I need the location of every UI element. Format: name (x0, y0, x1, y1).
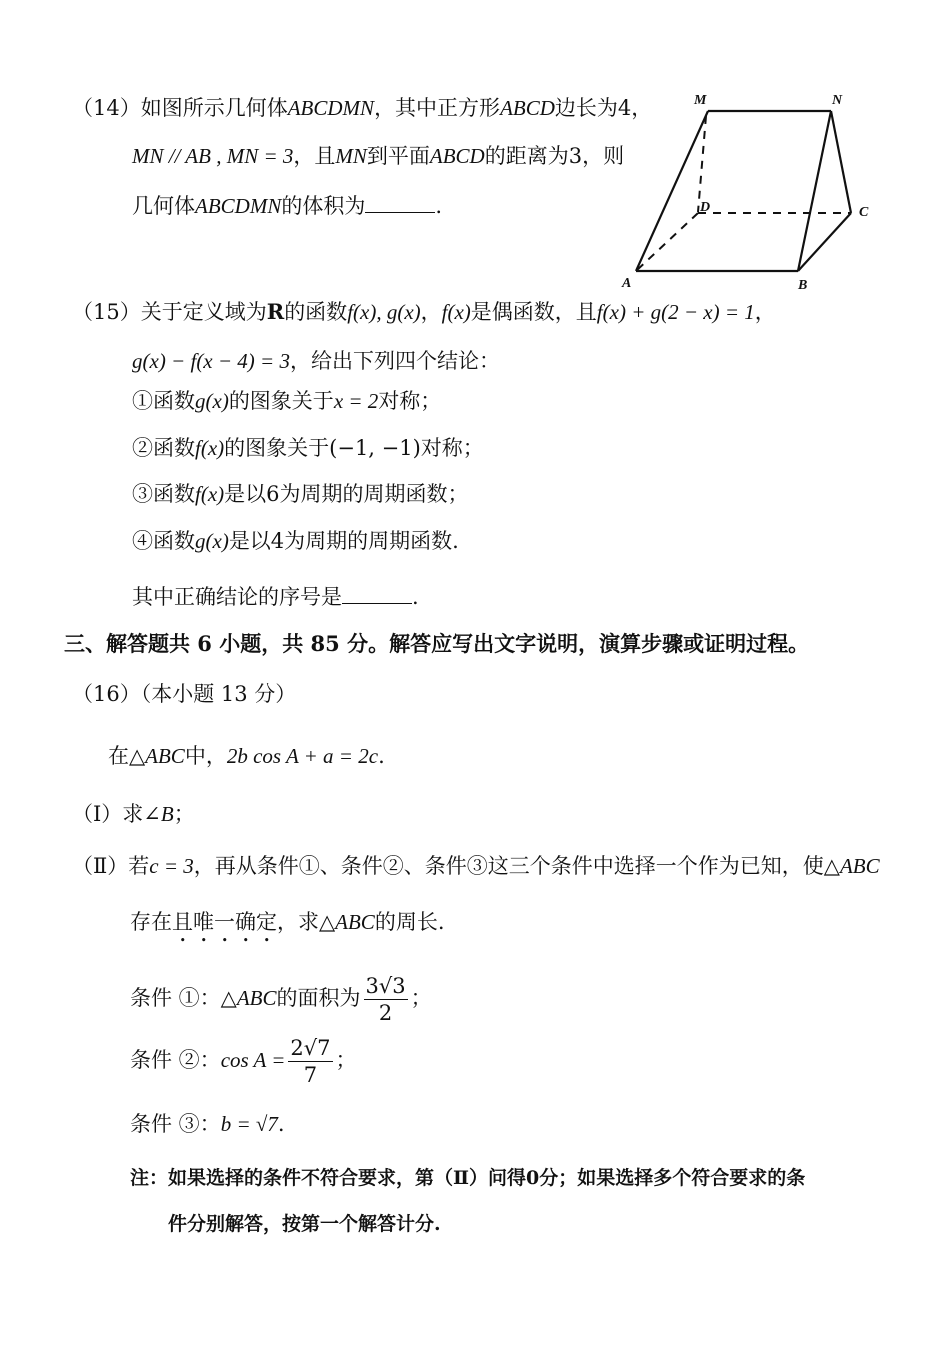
q16-part2-line1: （Ⅱ）若c = 3，再从条件①、条件②、条件③这三个条件中选择一个作为已知，使△ABC (72, 854, 880, 878)
q15-number: （15） (72, 300, 141, 324)
q16-header: （16）（本小题 13 分） (72, 682, 297, 706)
emphasized-phrase: 且唯一确定 (172, 910, 277, 934)
q14-line1: （14）如图所示几何体ABCDMN，其中正方形ABCD边长为4， (72, 96, 653, 120)
q15-conclusion-4: ④函数g(x)是以4为周期的周期函数. (132, 529, 459, 553)
edge-DA-hidden (636, 213, 698, 271)
edge-NC (831, 111, 851, 213)
label-B: B (798, 278, 808, 291)
section-3-heading: 三、解答题共 6 小题，共 85 分。解答应写出文字说明，演算步骤或证明过程。 (64, 631, 810, 656)
answer-blank-15[interactable] (342, 583, 412, 604)
fraction-3sqrt3-over-2: $\frac{3√3}{2}$ (365, 974, 406, 1025)
q16-given: 在△ABC中，2b cos A + a = 2c. (108, 744, 385, 768)
q16-part1: （Ⅰ）求∠B； (72, 802, 195, 826)
q14-line2: MN // AB , MN = 3，且MN到平面ABCD的距离为3，则 (132, 144, 625, 168)
edge-NB (798, 111, 831, 271)
q16-part2-line2: 存在且唯一确定，求△ABC的周长. (130, 910, 445, 934)
q15-conclusion-1: ①函数g(x)的图象关于x = 2对称； (132, 389, 442, 413)
q15-ask: 其中正确结论的序号是 . (132, 585, 419, 609)
q14-line3: 几何体ABCDMN的体积为 . (132, 194, 443, 218)
q14-number: （14） (72, 96, 141, 120)
q16-note-line1: 注：如果选择的条件不符合要求，第（Ⅱ）问得0分；如果选择多个符合要求的条 (130, 1167, 806, 1189)
q15-line2: g(x) − f(x − 4) = 3，给出下列四个结论： (132, 349, 500, 373)
fraction-2sqrt7-over-7: $\frac{2√7}{7}$ (290, 1036, 331, 1087)
q15-line1: （15）关于定义域为R的函数f(x), g(x)，f(x)是偶函数，且f(x) + g(2 − x) = 1， (72, 299, 776, 324)
q16-condition-2: 条件 ②：cos A = $\frac{2√7}{7}$ ； (130, 1036, 357, 1087)
q15-conclusion-2: ②函数f(x)的图象关于(−1, −1)对称； (132, 436, 484, 460)
q15-conclusion-3: ③函数f(x)是以6为周期的周期函数； (132, 482, 469, 506)
label-N: N (832, 93, 843, 108)
label-A: A (622, 276, 632, 291)
label-C: C (859, 205, 869, 220)
edge-MA (636, 111, 711, 271)
q16-condition-1: 条件 ①：△ABC的面积为 $\frac{3√3}{2}$ ； (130, 974, 432, 1025)
geometry-figure (618, 86, 888, 291)
label-M: M (694, 93, 707, 108)
q16-condition-3: 条件 ③：b = √7. (130, 1112, 285, 1136)
q16-note-line2: 件分别解答，按第一个解答计分. (168, 1213, 441, 1235)
edge-BC (798, 213, 851, 271)
answer-blank-14[interactable] (365, 192, 435, 213)
label-D: D (700, 200, 711, 215)
